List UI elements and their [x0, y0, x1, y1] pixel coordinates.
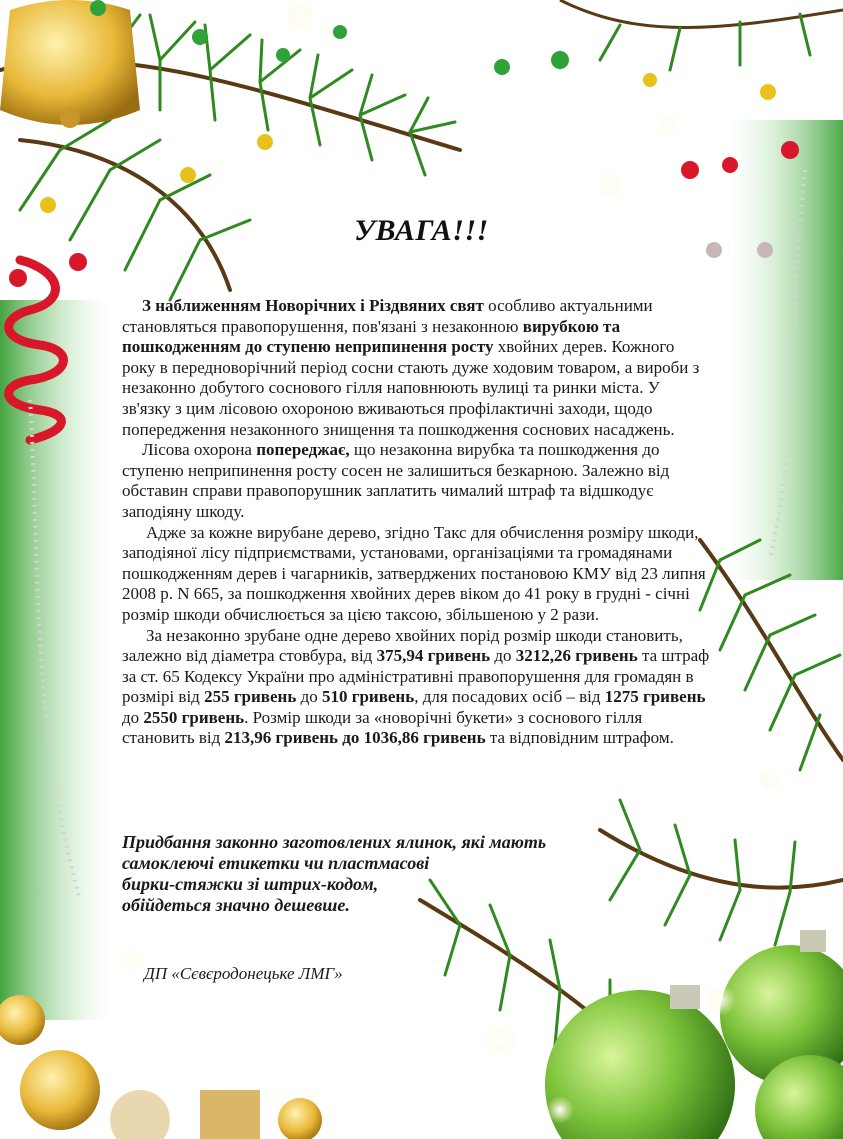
bold-text-run: 213,96 гривень до 1036,86 гривень [224, 728, 486, 748]
text-run: до [122, 707, 144, 727]
closing-note [122, 832, 592, 916]
text-run: хвойних дерев. Кожного року в передноворічний період сосни стають дуже ходовим товаром, а вироби з незаконно добутого соснового гілля наповнюють вулиці та ринки міста. У зв'язку з цим лісовою охороною вживаються профілактичні заходи, щодо попередження незаконного знищення та пошкодження соснових насаджень. [122, 337, 700, 439]
gold-bell-icon [0, 0, 140, 128]
right-green-glow [730, 120, 843, 580]
bold-text-run: 2550 гривень [143, 707, 245, 727]
text-run: . Розмір шкоди за «новорічні букети» з соснового гілля становить від [122, 707, 643, 748]
text-run: Адже за кожне вирубане дерево, згідно Такс для обчислення розміру шкоди, заподіяної лісу підприємствами, установами, організаціями та громадянами пошкодженням дерев і чагарників, затверджених постановою КМУ від 23 липня 2008 р. N 665, за пошкодження хвойних дерев віком до 41 року в грудні - січні розмір шкоди обчислюється за цією таксою, збільшеною у 2 рази. [122, 522, 706, 624]
bold-text-run: 510 гривень [321, 687, 415, 707]
ornament-cap [670, 985, 700, 1009]
closing-line: обійдеться значно дешевше. [122, 895, 350, 915]
paragraph [122, 626, 712, 750]
text-run: та відповідним штрафом. [485, 728, 674, 748]
ornament-cap [800, 930, 826, 952]
text-run: до [296, 687, 322, 707]
signature: ДП «Сєвєродонецьке ЛМГ» [144, 964, 343, 983]
bold-text-run: 1275 гривень [604, 687, 706, 707]
bold-text-run: попереджає, [256, 440, 350, 460]
bold-text-run: 3212,26 гривень [515, 646, 638, 666]
text-run: до [490, 646, 516, 666]
bold-text-run: 375,94 гривень [376, 646, 491, 666]
bold-text-run: З наближенням Новорічних і Різдвяних свят [142, 296, 484, 315]
paragraph [122, 523, 712, 626]
text-run: , для посадових осіб – від [414, 687, 605, 707]
paragraph [122, 296, 712, 440]
bold-text-run: вирубкою та пошкодженням до ступеню неприпинення росту [122, 316, 621, 357]
closing-line: Придбання законно заготовлених ялинок, які мають [122, 832, 547, 852]
closing-line: бирки-стяжки зі штрих-кодом, [122, 874, 379, 894]
bold-text-run: 255 гривень [204, 687, 297, 707]
page-title: УВАГА!!! [354, 214, 489, 247]
notice-body [122, 296, 712, 749]
closing-line: самоклеючі етикетки чи пластмасові [122, 853, 430, 873]
text-run: Лісова охорона [142, 440, 257, 460]
paragraph [122, 440, 712, 522]
text-run: та штраф за ст. 65 Кодексу України про адміністративні правопорушення для громадян в розмірі від [122, 646, 710, 707]
text-run: що незаконна вирубка та пошкодження до ступеню неприпинення росту сосен не залишиться безкарною. Залежно від обставин справи правопорушник заплатить чималий штраф та відшкодує заподіяну шкоду. [122, 440, 670, 521]
text-run: особливо актуальними становляться правопорушення, пов'язані з незаконною [122, 296, 653, 336]
text-run: За незаконно зрубане одне дерево хвойних порід розмір шкоди становить, залежно від діаметра стовбура, від [122, 625, 683, 666]
green-ornament-ball-icon [545, 990, 735, 1139]
